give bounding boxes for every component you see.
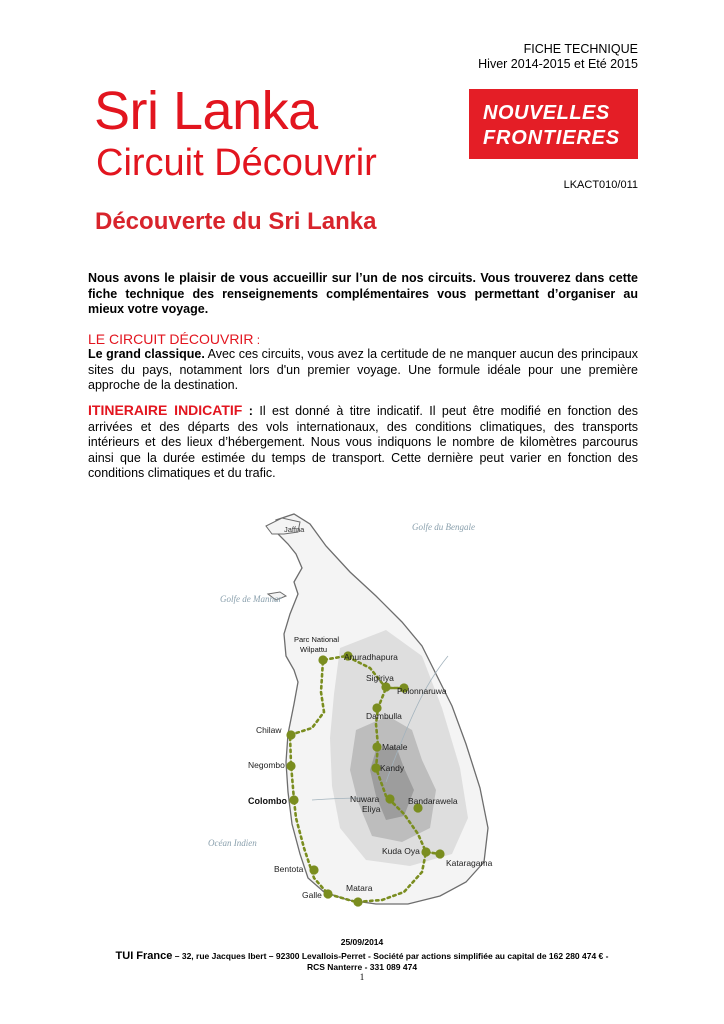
footer-rcs: RCS Nanterre - 331 089 474 bbox=[306, 962, 418, 972]
dot-galle bbox=[323, 889, 332, 898]
dot-colombo bbox=[289, 795, 298, 804]
footer-address-line bbox=[0, 950, 724, 962]
section-itinerary-title: ITINERAIRE INDICATIF bbox=[88, 402, 243, 418]
section-circuit-lead: Le grand classique. bbox=[88, 347, 205, 361]
label-polonnaruwa: Polonnaruwa bbox=[397, 686, 447, 696]
label-jaffna: Jaffna bbox=[284, 525, 305, 534]
dot-matara bbox=[353, 897, 362, 906]
label-ocean-indien: Océan Indien bbox=[208, 838, 257, 848]
intro-paragraph: Nous avons le plaisir de vous accueillir sur l’un de nos circuits. Vous trouverez dans cette fiche technique des renseignements complémentaires vous permettant d’organiser au mieux votre voyage. bbox=[88, 271, 638, 317]
label-kuda-oya: Kuda Oya bbox=[382, 846, 420, 856]
label-nuwara-1: Nuwara bbox=[350, 794, 380, 804]
fiche-label: FICHE TECHNIQUE bbox=[523, 42, 638, 56]
label-golfe-bengale: Golfe du Bengale bbox=[412, 522, 475, 532]
section-circuit-title: LE CIRCUIT DÉCOUVRIR bbox=[88, 331, 254, 347]
section-circuit-colon: : bbox=[253, 333, 261, 347]
dot-bentota bbox=[309, 865, 318, 874]
label-matale: Matale bbox=[382, 742, 408, 752]
label-galle: Galle bbox=[302, 890, 322, 900]
dot-matale bbox=[372, 742, 381, 751]
label-wilpattu-2: Wilpattu bbox=[300, 645, 328, 654]
dot-sigiriya bbox=[381, 682, 390, 691]
dot-nuwara-eliya bbox=[385, 794, 394, 803]
footer-company: TUI France bbox=[115, 950, 173, 962]
section-circuit-body bbox=[88, 347, 638, 394]
label-wilpattu-1: Parc National bbox=[294, 635, 340, 644]
label-negombo: Negombo bbox=[248, 760, 285, 770]
label-matara: Matara bbox=[346, 883, 373, 893]
label-bentota: Bentota bbox=[274, 864, 304, 874]
label-chilaw: Chilaw bbox=[256, 725, 282, 735]
section-itinerary-colon: : bbox=[242, 404, 253, 418]
circuit-title: Circuit Découvrir bbox=[96, 142, 377, 184]
label-anuradhapura: Anuradhapura bbox=[344, 652, 398, 662]
footer-address: – 32, rue Jacques Ibert – 92300 Levallois-Perret - Société par actions simplifiée au capital de 162 280 474 € - bbox=[172, 951, 609, 961]
dot-kuda-oya bbox=[421, 847, 430, 856]
footer-date: 25/09/2014 bbox=[340, 937, 384, 947]
fiche-header bbox=[478, 42, 638, 72]
label-nuwara-2: Eliya bbox=[362, 804, 381, 814]
label-kandy: Kandy bbox=[380, 763, 405, 773]
logo-line2: FRONTIERES bbox=[483, 127, 620, 149]
section-itinerary-text: Il est donné à titre indicatif. Il peut être modifié en fonction des arrivées et des départs des vols internationaux, des conditions climatiques, des transports intérieurs et des lieux d’hébergement. Nous vous indiquons le nombre de kilomètres parcourus ainsi que la durée estimée du temps de transport. Cette dernière peut varier en fonction des conditions climatiques et du trafic. bbox=[88, 404, 639, 481]
label-sigiriya: Sigiriya bbox=[366, 673, 394, 683]
section-circuit-text: Avec ces circuits, vous avez la certitude de ne manquer aucun des principaux sites du pays, notamment lors d'un premier voyage. Une formule idéale pour une première approche de la destination. bbox=[88, 347, 638, 393]
reference-code: LKACT010/011 bbox=[563, 179, 638, 191]
page-number: 1 bbox=[359, 972, 365, 982]
nouvelles-frontieres-logo bbox=[469, 89, 638, 159]
label-bandarawela: Bandarawela bbox=[408, 796, 458, 806]
dot-kataragama bbox=[435, 849, 444, 858]
dot-wilpattu bbox=[318, 655, 327, 664]
sri-lanka-map bbox=[190, 498, 530, 918]
page-title: Sri Lanka bbox=[94, 81, 318, 141]
circuit-subtitle: Découverte du Sri Lanka bbox=[95, 208, 377, 235]
section-itinerary bbox=[88, 403, 638, 482]
label-colombo: Colombo bbox=[248, 796, 287, 806]
logo-line1: NOUVELLES bbox=[483, 102, 610, 124]
label-golfe-mannar: Golfe de Mannar bbox=[220, 594, 282, 604]
season-label: Hiver 2014-2015 et Eté 2015 bbox=[478, 57, 638, 71]
label-dambulla: Dambulla bbox=[366, 711, 402, 721]
dot-chilaw bbox=[286, 730, 295, 739]
dot-negombo bbox=[286, 761, 295, 770]
label-kataragama: Kataragama bbox=[446, 858, 493, 868]
